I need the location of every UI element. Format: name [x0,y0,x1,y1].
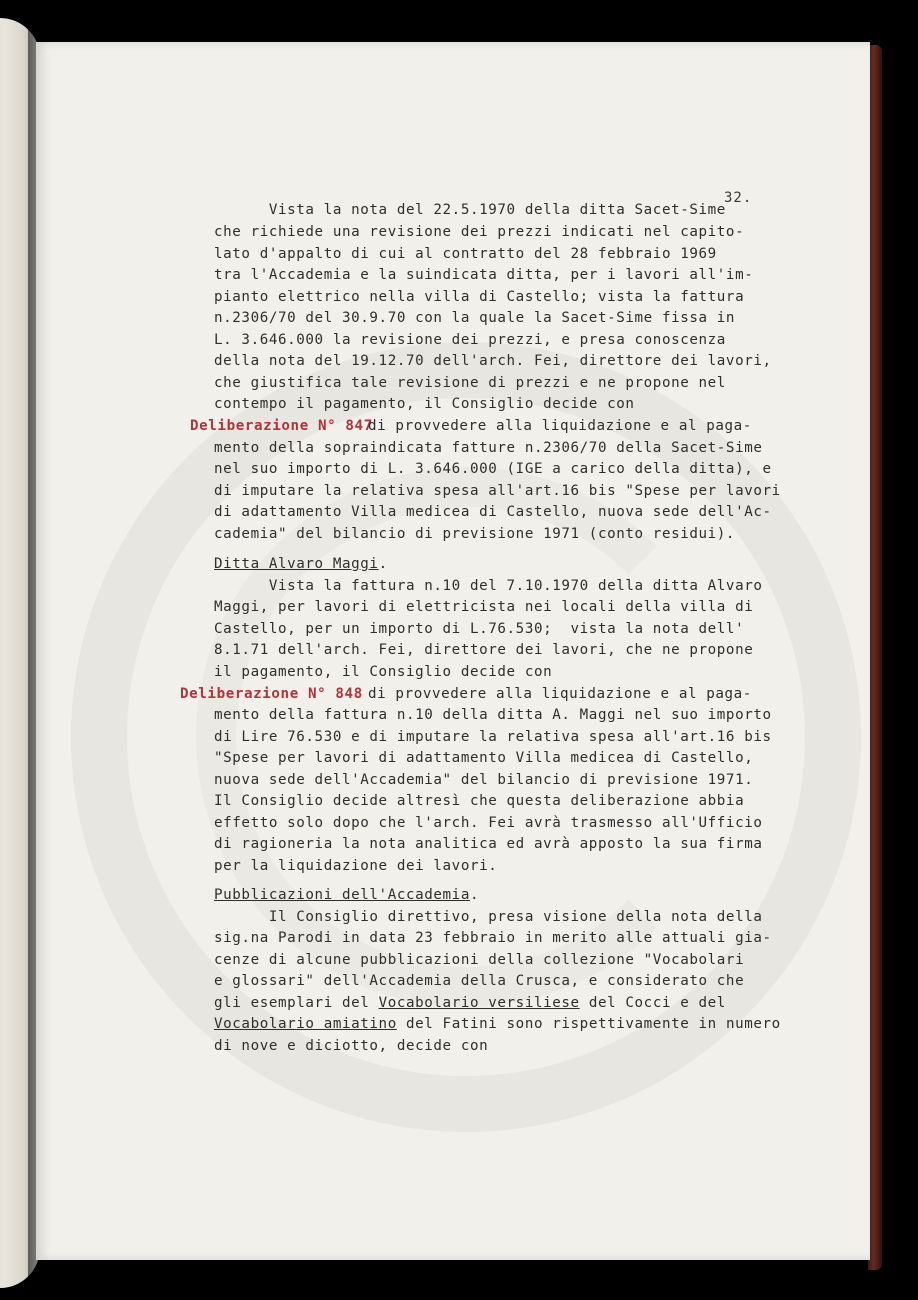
text-line: che richiede una revisione dei prezzi indicati nel capito- [214,224,745,240]
heading-period: . [469,887,480,903]
text-line: mento della sopraindicata fatture n.2306/70 della Sacet-Sime [214,440,763,456]
text-line: nel suo importo di L. 3.646.000 (IGE a carico della ditta), e [214,461,772,477]
document-page [36,42,870,1260]
text-line: mento della fattura n.10 della ditta A. Maggi nel suo importo [214,707,772,723]
section-heading-pubblicazioni [214,885,479,905]
text-fragment: del Fatini sono rispettivamente in numero [396,1016,781,1032]
book-title-versiliese: Vocabolario versiliese [378,995,580,1011]
text-line: di Lire 76.530 e di imputare la relativa spesa all'art.16 bis [214,729,772,745]
heading-period: . [378,556,388,572]
text-line: n.2306/70 del 30.9.70 con la quale la Sacet-Sime fissa in [214,310,736,326]
text-line: di imputare la relativa spesa all'art.16 bis "Spese per lavori [214,483,781,499]
page-number: 32. [724,190,753,206]
text-line: Vista la fattura n.10 del 7.10.1970 della ditta Alvaro [214,578,763,594]
book-cover-edge [868,45,882,1270]
text-line: tra l'Accademia e la suindicata ditta, per i lavori all'im- [214,267,754,283]
text-line: sig.na Parodi in data 23 febbraio in merito alle attuali gia- [214,930,772,946]
heading-text: Ditta Alvaro Maggi [214,556,379,572]
book-title-amiatino: Vocabolario amiatino [214,1016,397,1032]
text-line: Il Consiglio decide altresì che questa deliberazione abbia [214,793,745,809]
text-line: per la liquidazione dei lavori. [214,858,498,874]
deliberation-848-label: Deliberazione N° 848 [180,686,363,702]
text-line-vocabolario-amiatino [214,1014,781,1034]
deliberation-847-label: Deliberazione N° 847 [190,418,373,434]
text-line: Il Consiglio direttivo, presa visione della nota della [214,909,763,925]
text-line: Vista la nota del 22.5.1970 della ditta Sacet-Sime [214,202,726,218]
text-line: lato d'appalto di cui al contratto del 28 febbraio 1969 [214,246,717,262]
text-line: "Spese per lavori di adattamento Villa medicea di Castello, [214,750,754,766]
text-line: 8.1.71 dell'arch. Fei, direttore dei lavori, che ne propone [214,642,754,658]
text-line: cademia" del bilancio di previsione 1971 (conto residui). [214,526,736,542]
text-line: di provvedere alla liquidazione e al paga- [368,418,752,434]
text-line-vocabolario-versiliese [214,993,726,1013]
text-line: di provvedere alla liquidazione e al paga- [368,686,752,702]
text-fragment: gli esemplari del [214,995,379,1011]
text-line: della nota del 19.12.70 dell'arch. Fei, direttore dei lavori, [214,353,772,369]
text-line: il pagamento, il Consiglio decide con [214,664,553,680]
text-line: di ragioneria la nota analitica ed avrà apposto la sua firma [214,836,763,852]
text-line: e glossari" dell'Accademia della Crusca, e considerato che [214,973,745,989]
text-line: di adattamento Villa medicea di Castello, nuova sede dell'Ac- [214,504,772,520]
text-line: di nove e diciotto, decide con [214,1038,489,1054]
heading-text: Pubblicazioni dell'Accademia [214,887,470,903]
text-line: nuova sede dell'Accademia" del bilancio di previsione 1971. [214,772,754,788]
section-heading-alvaro-maggi [214,554,388,574]
text-line: effetto solo dopo che l'arch. Fei avrà trasmesso all'Ufficio [214,815,763,831]
text-line: che giustifica tale revisione di prezzi e ne propone nel [214,375,726,391]
text-line: Maggi, per lavori di elettricista nei locali della villa di [214,599,754,615]
text-line: pianto elettrico nella villa di Castello; vista la fattura [214,289,745,305]
text-line: L. 3.646.000 la revisione dei prezzi, e presa conoscenza [214,332,726,348]
text-line: cenze di alcune pubblicazioni della collezione "Vocabolari [214,952,745,968]
text-line: contempo il pagamento, il Consiglio decide con [214,396,635,412]
text-fragment: del Cocci e del [579,995,726,1011]
text-line: Castello, per un importo di L.76.530; vista la nota dell' [214,621,745,637]
